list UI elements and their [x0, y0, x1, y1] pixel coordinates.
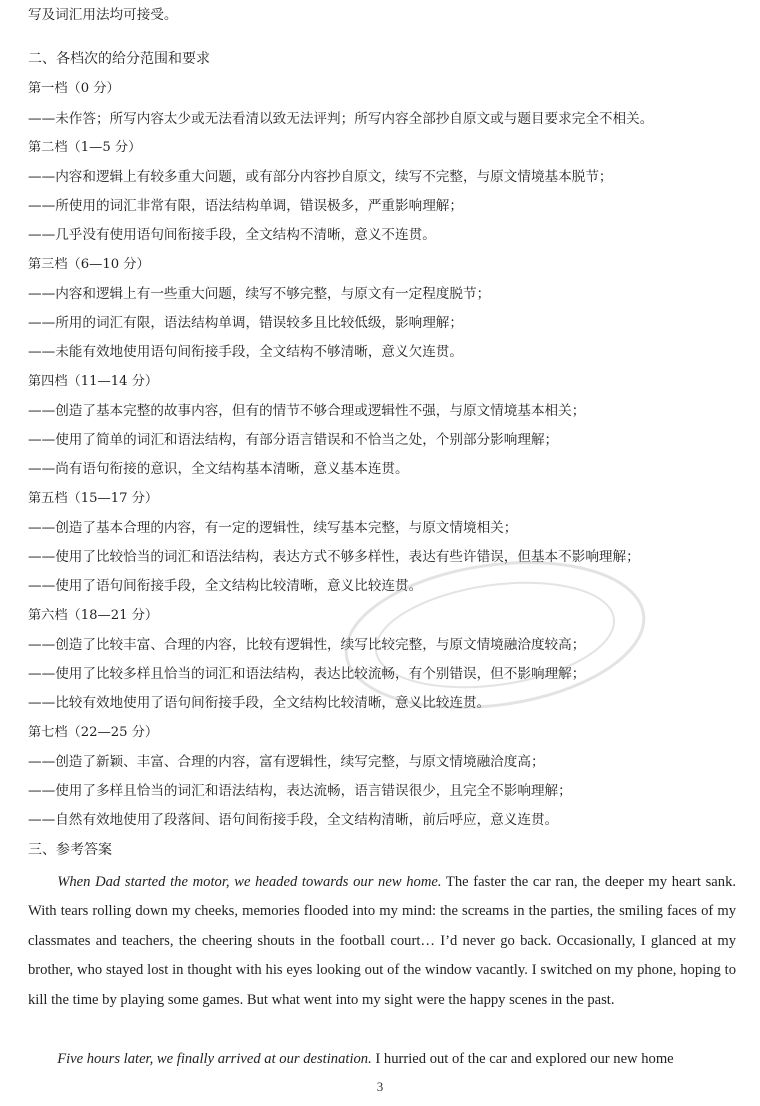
- level-heading: 第一档（0 分）: [28, 81, 120, 96]
- criteria-line: ——内容和逻辑上有较多重大问题，或有部分内容抄自原文，续写不完整，与原文情境基本脱节；: [28, 169, 613, 185]
- answer-paragraph-2-body: I hurried out of the car and explored our new home: [371, 1051, 674, 1067]
- criteria-line: ——几乎没有使用语句间衔接手段，全文结构不清晰，意义不连贯。: [28, 227, 436, 243]
- answer-paragraph-1-lead: When Dad started the motor, we headed towards our new home.: [57, 874, 442, 890]
- criteria-line: ——未能有效地使用语句间衔接手段，全文结构不够清晰，意义欠连贯。: [28, 344, 463, 360]
- answer-paragraph-1: [28, 868, 736, 1015]
- criteria-line: ——创造了比较丰富、合理的内容，比较有逻辑性，续写比较完整，与原文情境融洽度较高；: [28, 637, 586, 653]
- level-heading: 第六档（18—21 分）: [28, 608, 159, 623]
- criteria-line: ——创造了基本合理的内容，有一定的逻辑性，续写基本完整，与原文情境相关；: [28, 520, 518, 536]
- answer-paragraph-2-lead: Five hours later, we finally arrived at our destination.: [57, 1051, 372, 1067]
- criteria-line: ——使用了多样且恰当的词汇和语法结构，表达流畅，语言错误很少，且完全不影响理解；: [28, 783, 572, 799]
- criteria-line: ——创造了基本完整的故事内容，但有的情节不够合理或逻辑性不强，与原文情境基本相关；: [28, 403, 586, 419]
- criteria-line: ——未作答；所写内容太少或无法看清以致无法评判；所写内容全部抄自原文或与题目要求完全不相关。: [28, 111, 654, 127]
- level-heading: 第二档（1—5 分）: [28, 140, 142, 155]
- criteria-line: ——比较有效地使用了语句间衔接手段，全文结构比较清晰，意义比较连贯。: [28, 695, 491, 711]
- level-heading: 第七档（22—25 分）: [28, 725, 159, 740]
- level-heading: 第五档（15—17 分）: [28, 491, 159, 506]
- criteria-line: ——使用了简单的词汇和语法结构，有部分语言错误和不恰当之处，个别部分影响理解；: [28, 432, 559, 448]
- section-heading: 二、各档次的给分范围和要求: [28, 51, 210, 67]
- criteria-line: ——使用了语句间衔接手段，全文结构比较清晰，意义比较连贯。: [28, 578, 423, 594]
- criteria-line: ——使用了比较恰当的词汇和语法结构，表达方式不够多样性，表达有些许错误，但基本不影响理解；: [28, 549, 640, 565]
- criteria-line: ——创造了新颖、丰富、合理的内容，富有逻辑性，续写完整，与原文情境融洽度高；: [28, 754, 545, 770]
- criteria-line: ——所使用的词汇非常有限，语法结构单调，错误极多，严重影响理解；: [28, 198, 463, 214]
- criteria-line: ——使用了比较多样且恰当的词汇和语法结构，表达比较流畅，有个别错误，但不影响理解；: [28, 666, 586, 682]
- criteria-line: ——尚有语句衔接的意识，全文结构基本清晰，意义基本连贯。: [28, 461, 409, 477]
- answer-paragraph-1-body: The faster the car ran, the deeper my heart sank. With tears rolling down my cheeks, memories flooded into my mind: the screams in the parties, the smiling faces of my classmates and teachers, the cheering shouts in the football court… I’d never go back. Occasionally, I glanced at my brother, who stayed lost in thought with his eyes looking out of the window vacantly. I switched on my phone, hoping to kill the time by playing some games. But what went into my sight were the happy scenes in the past.: [28, 874, 737, 1008]
- page-number: 3: [376, 1079, 384, 1094]
- body-line: 写及词汇用法均可接受。: [28, 7, 178, 23]
- criteria-line: ——所用的词汇有限，语法结构单调，错误较多且比较低级，影响理解；: [28, 315, 463, 331]
- criteria-line: ——自然有效地使用了段落间、语句间衔接手段，全文结构清晰，前后呼应，意义连贯。: [28, 812, 559, 828]
- level-heading: 第四档（11—14 分）: [28, 374, 159, 389]
- section-heading: 三、参考答案: [28, 842, 112, 858]
- criteria-line: ——内容和逻辑上有一些重大问题，续写不够完整，与原文有一定程度脱节；: [28, 286, 491, 302]
- answer-paragraph-2: [28, 1045, 736, 1075]
- level-heading: 第三档（6—10 分）: [28, 257, 150, 272]
